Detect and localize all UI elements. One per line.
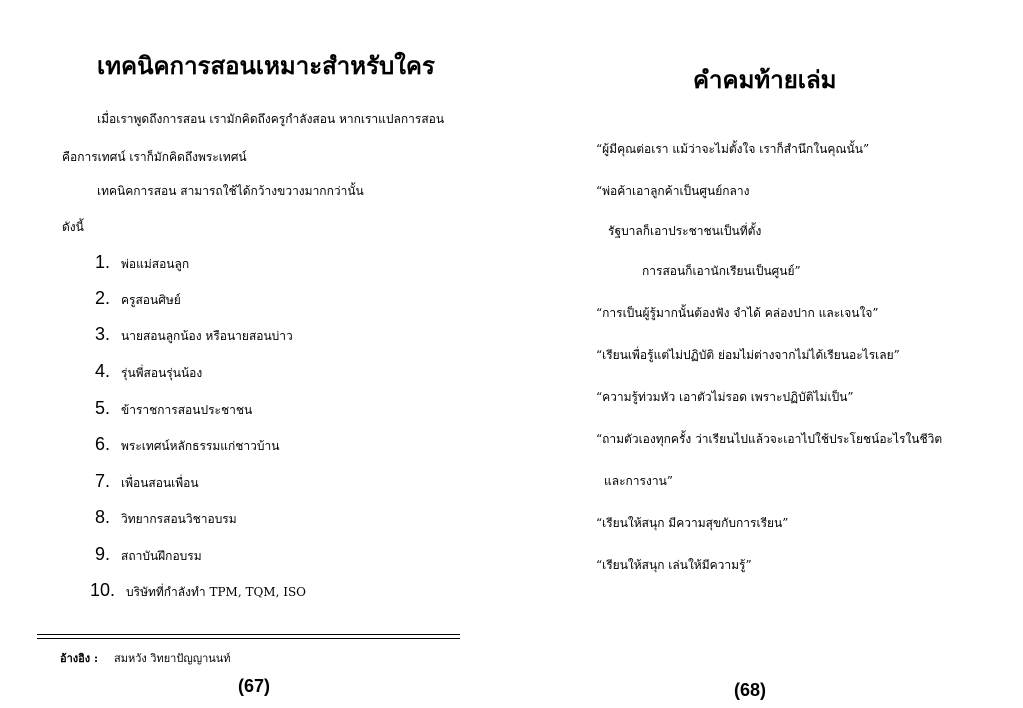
list-item	[95, 288, 181, 310]
list-item	[95, 252, 189, 274]
page-title: เทคนิคการสอนเหมาะสำหรับใคร	[97, 51, 435, 80]
list-text: วิทยากรสอนวิชาอบรม	[121, 512, 237, 526]
intro-line-1: เมื่อเราพูดถึงการสอน เรามักคิดถึงครูกำลังสอน หากเราแปลการสอน	[97, 112, 445, 126]
list-number: 10.	[90, 580, 116, 600]
list-text: สถาบันฝึกอบรม	[121, 549, 202, 563]
list-item	[95, 471, 199, 493]
list-number: 3.	[95, 324, 111, 344]
list-number: 6.	[95, 434, 111, 454]
list-item	[95, 324, 293, 346]
list-number: 5.	[95, 398, 111, 418]
list-item	[90, 580, 306, 602]
list-item	[95, 507, 237, 529]
intro-line-4: ดังนี้	[62, 220, 84, 234]
divider	[37, 638, 460, 639]
list-text: บริษัทที่กำลังทำ TPM, TQM, ISO	[126, 585, 307, 599]
page-number: (67)	[238, 676, 271, 696]
quote-line: “ถามตัวเองทุกครั้ง ว่าเรียนไปแล้วจะเอาไปใช้ประโยชน์อะไรในชีวิต	[596, 432, 943, 446]
list-text: เพื่อนสอนเพื่อน	[121, 476, 199, 490]
page-number: (68)	[734, 680, 767, 700]
quote-line: การสอนก็เอานักเรียนเป็นศูนย์”	[642, 264, 801, 278]
reference-text: สมหวัง วิทยาปัญญานนท์	[114, 652, 231, 665]
list-item	[95, 361, 202, 383]
quote-line: “พ่อค้าเอาลูกค้าเป็นศูนย์กลาง	[596, 184, 750, 198]
right-page	[560, 0, 1023, 708]
list-text: ข้าราชการสอนประชาชน	[121, 403, 253, 417]
list-number: 2.	[95, 288, 111, 308]
page-title: คำคมท้ายเล่ม	[693, 65, 837, 94]
list-number: 4.	[95, 361, 111, 381]
list-text: รุ่นพี่สอนรุ่นน้อง	[121, 366, 203, 380]
reference-label: อ้างอิง :	[60, 652, 99, 665]
quote-line: “เรียนให้สนุก เล่นให้มีความรู้”	[596, 558, 752, 572]
list-item	[95, 434, 279, 456]
divider	[37, 634, 460, 635]
quote-line: “เรียนให้สนุก มีความสุขกับการเรียน”	[596, 516, 789, 530]
list-number: 1.	[95, 252, 111, 272]
list-text: ครูสอนศิษย์	[121, 293, 181, 307]
quote-line: “ความรู้ท่วมหัว เอาตัวไม่รอด เพราะปฏิบัติไม่เป็น”	[596, 390, 854, 404]
list-number: 8.	[95, 507, 111, 527]
list-text: นายสอนลูกน้อง หรือนายสอนบ่าว	[121, 329, 293, 343]
list-text: พระเทศน์หลักธรรมแก่ชาวบ้าน	[121, 439, 280, 453]
reference	[60, 649, 231, 667]
quote-line: “การเป็นผู้รู้มากนั้นต้องฟัง จำได้ คล่องปาก และเจนใจ”	[596, 306, 879, 320]
quote-line: และการงาน”	[604, 474, 673, 488]
list-number: 7.	[95, 471, 111, 491]
list-item	[95, 544, 202, 566]
list-text: พ่อแม่สอนลูก	[121, 257, 190, 271]
list-item	[95, 398, 252, 420]
intro-line-3: เทคนิคการสอน สามารถใช้ได้กว้างขวางมากกว่านั้น	[97, 184, 364, 198]
left-page	[0, 0, 500, 708]
intro-line-2: คือการเทศน์ เราก็มักคิดถึงพระเทศน์	[62, 150, 247, 164]
quote-line: “เรียนเพื่อรู้แต่ไม่ปฏิบัติ ย่อมไม่ต่างจากไม่ได้เรียนอะไรเลย”	[596, 348, 900, 362]
quote-line: “ผู้มีคุณต่อเรา แม้ว่าจะไม่ตั้งใจ เราก็สำนึกในคุณนั้น”	[596, 142, 870, 156]
quote-line: รัฐบาลก็เอาประชาชนเป็นที่ตั้ง	[608, 224, 762, 238]
list-number: 9.	[95, 544, 111, 564]
